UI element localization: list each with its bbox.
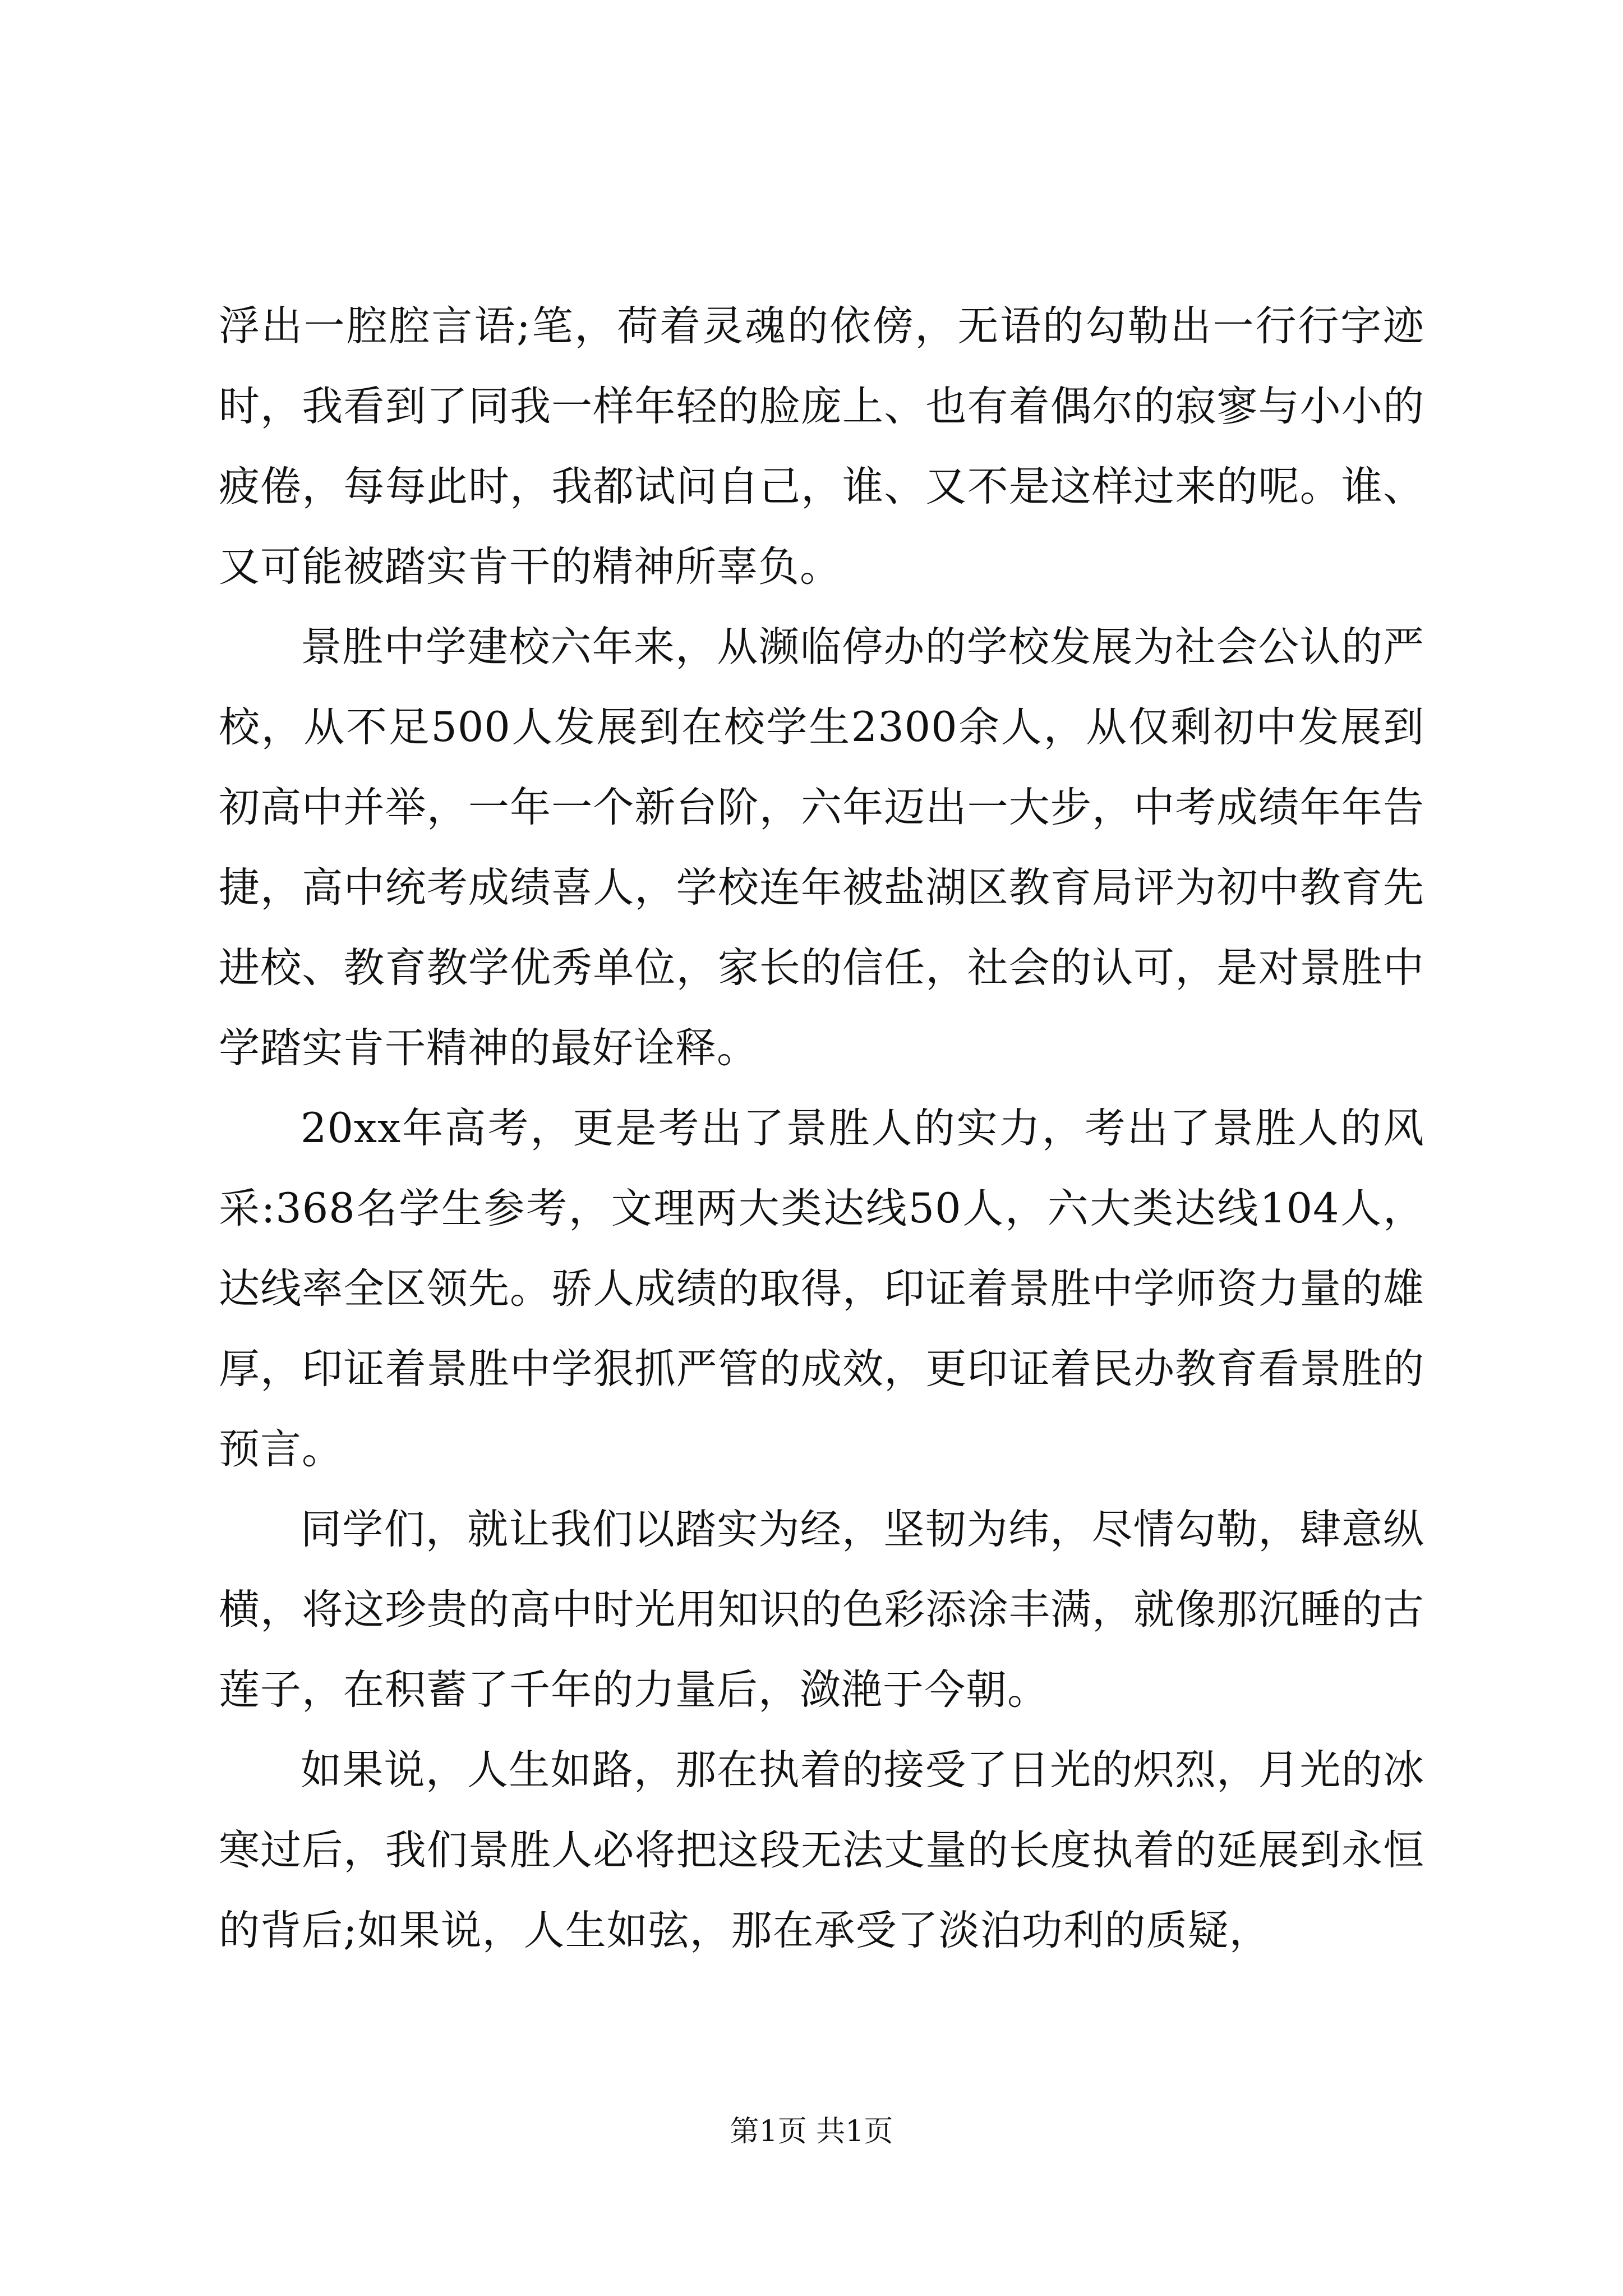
paragraph: 浮出一腔腔言语;笔，荷着灵魂的依傍，无语的勾勒出一行行字迹时，我看到了同我一样年轻的脸庞上、也有着偶尔的寂寥与小小的疲倦，每每此时，我都试问自己，谁、又不是这样过来的呢。谁、又可能被踏实肯干的精神所辜负。	[219, 302, 1424, 591]
paragraph: 如果说，人生如路，那在执着的接受了日光的炽烈，月光的冰寒过后，我们景胜人必将把这段无法丈量的长度执着的延展到永恒的背后;如果说，人生如弦，那在承受了淡泊功利的质疑，	[219, 1746, 1424, 1954]
paragraph: 同学们，就让我们以踏实为经，坚韧为纬，尽情勾勒，肆意纵横，将这珍贵的高中时光用知识的色彩添涂丰满，就像那沉睡的古莲子，在积蓄了千年的力量后，潋滟于今朝。	[219, 1506, 1424, 1714]
paragraph: 20xx年高考，更是考出了景胜人的实力，考出了景胜人的风采:368名学生参考，文理两大类达线50人，六大类达线104人，达线率全区领先。骄人成绩的取得，印证着景胜中学师资力量的雄厚，印证着景胜中学狠抓严管的成效，更印证着民办教育看景胜的预言。	[219, 1105, 1424, 1473]
page-footer: 第1页 共1页	[730, 2115, 893, 2148]
document-body	[219, 286, 1424, 1971]
paragraph: 景胜中学建校六年来，从濒临停办的学校发展为社会公认的严校，从不足500人发展到在校学生2300余人，从仅剩初中发展到初高中并举，一年一个新台阶，六年迈出一大步，中考成绩年年告捷，高中统考成绩喜人，学校连年被盐湖区教育局评为初中教育先进校、教育教学优秀单位，家长的信任，社会的认可，是对景胜中学踏实肯干精神的最好诠释。	[219, 623, 1424, 1072]
